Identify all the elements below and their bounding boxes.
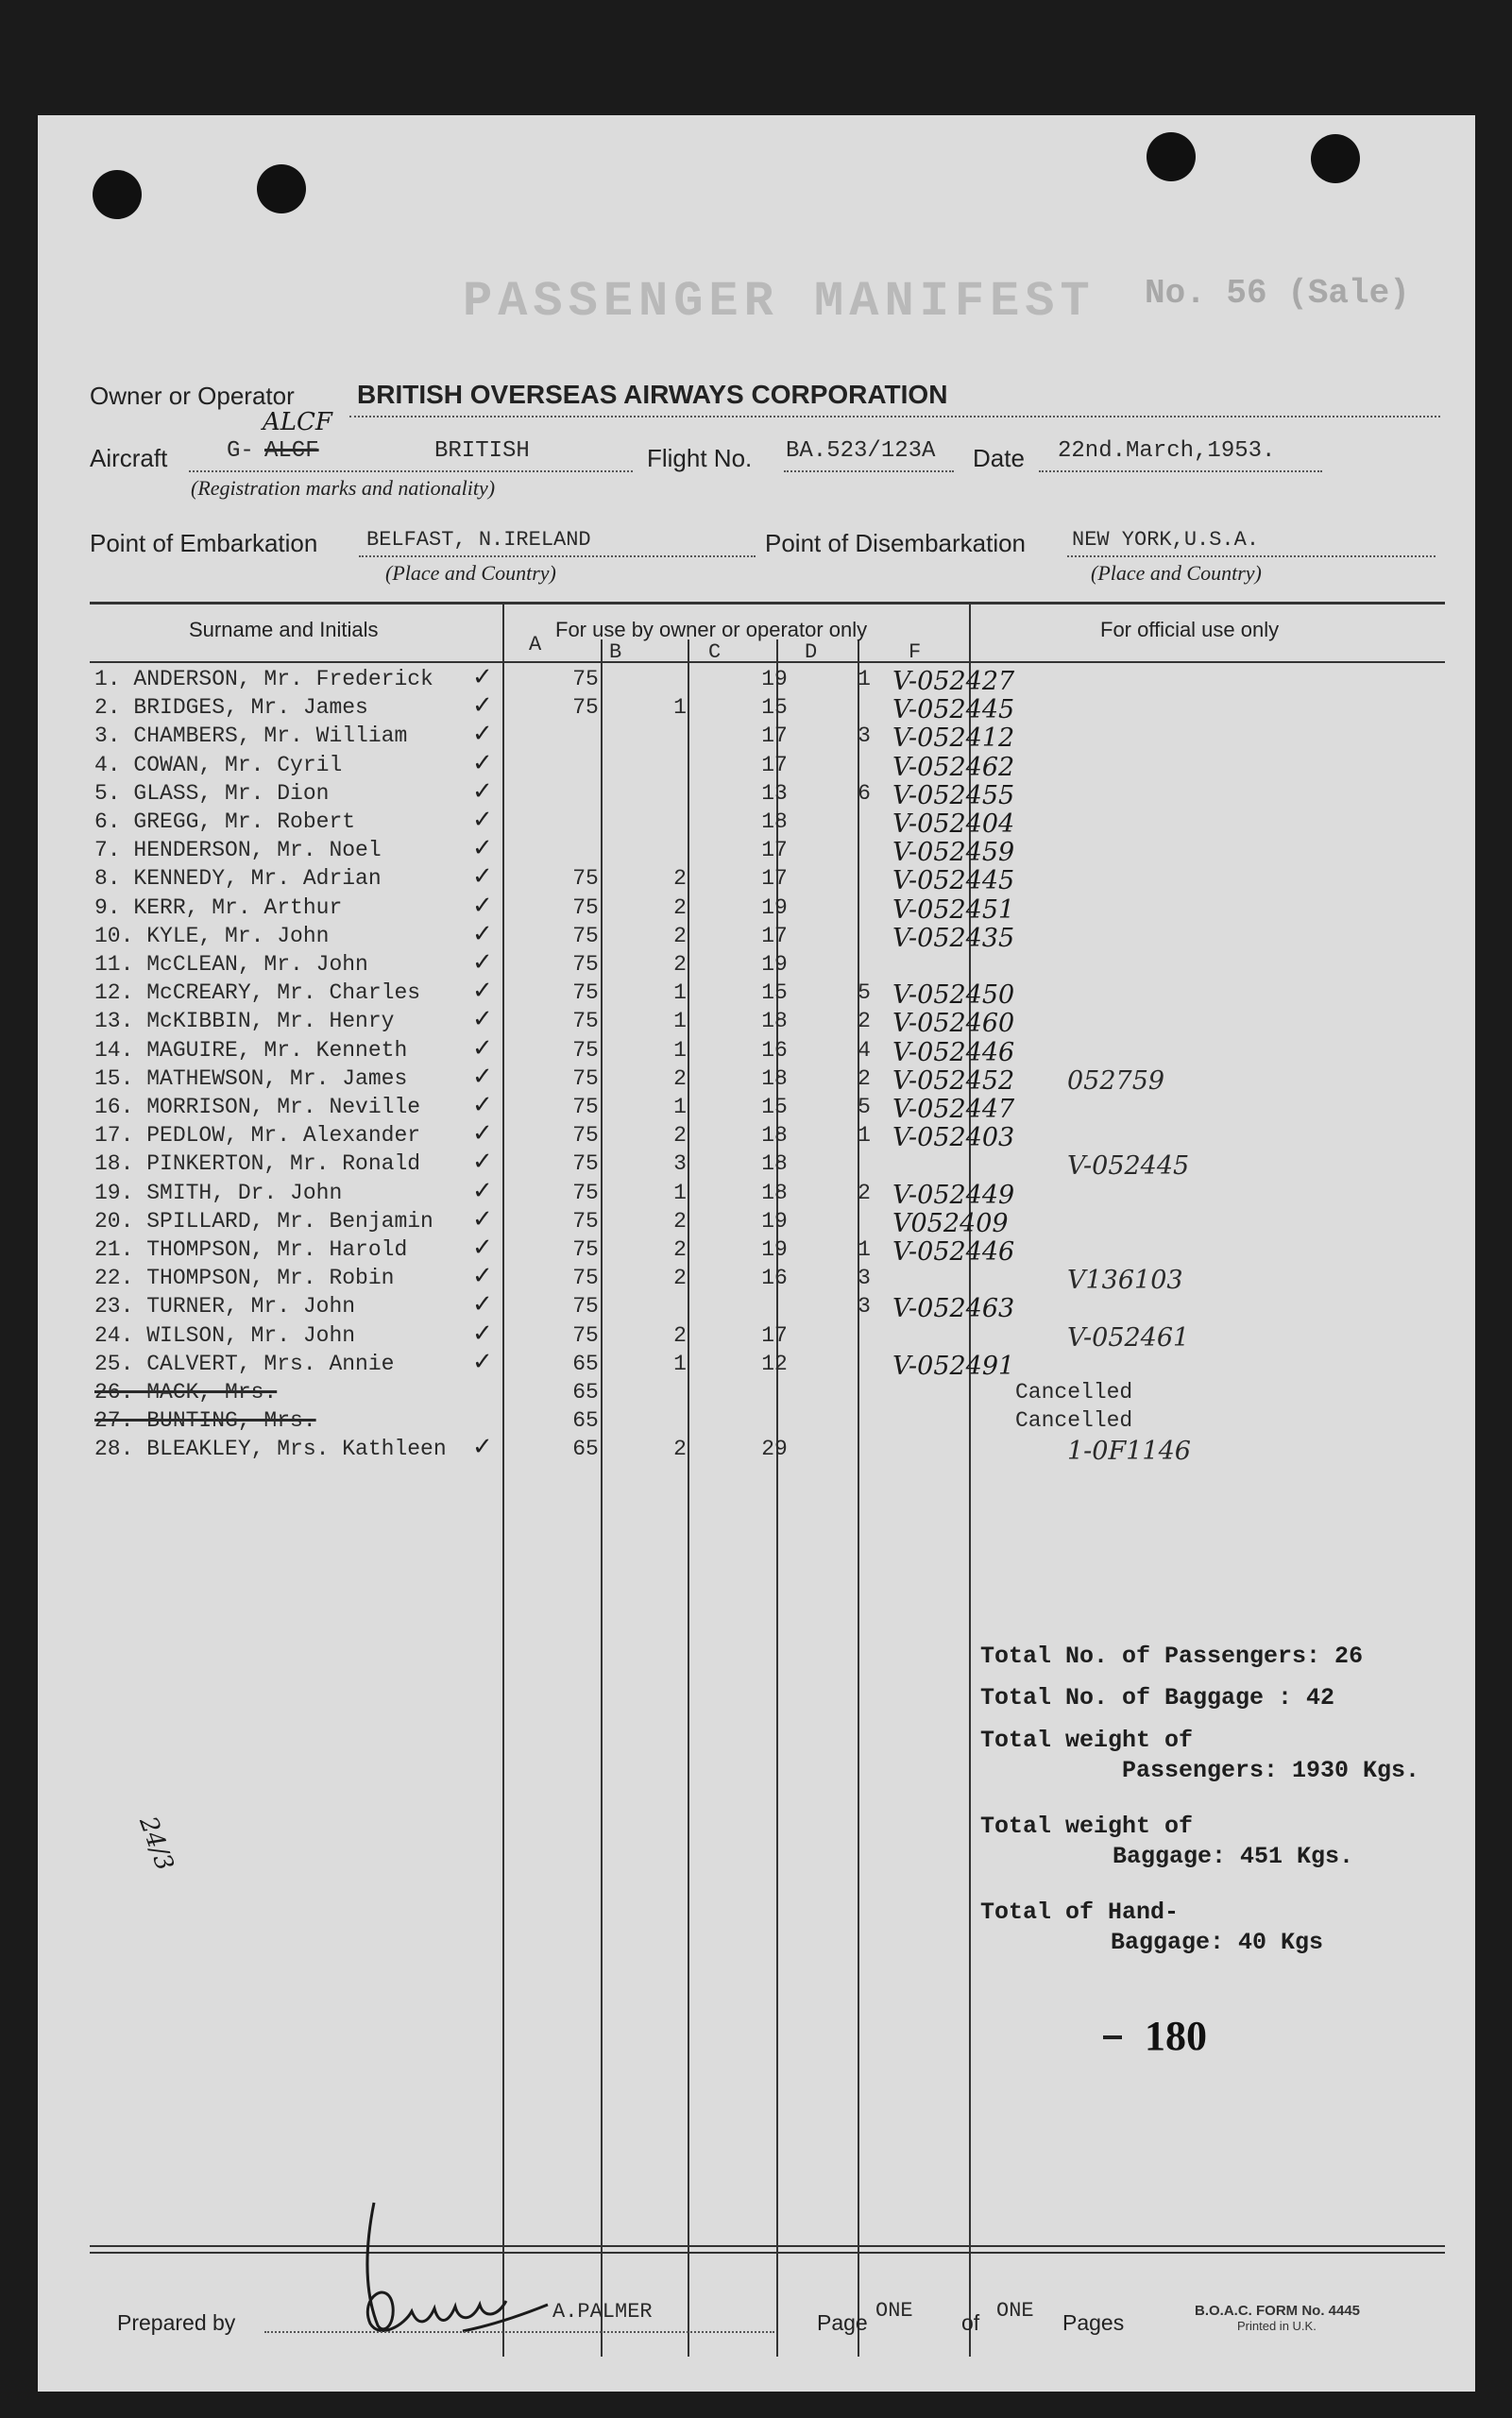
cell-b: 2	[673, 1065, 687, 1091]
cell-a: 75	[572, 1294, 599, 1320]
check-mark-icon: ✓	[472, 948, 493, 977]
cell-a: 75	[572, 695, 599, 721]
page-label: Page	[817, 2310, 868, 2335]
margin-note: 24/3	[133, 1813, 179, 1875]
passenger-name: 14. MAGUIRE, Mr. Kenneth	[94, 1037, 408, 1063]
cell-b: 1	[673, 1180, 687, 1205]
cell-b: 1	[673, 1037, 687, 1063]
cell-d: 2	[858, 1009, 871, 1034]
cell-a: 75	[572, 923, 599, 948]
cell-b: 2	[673, 1437, 687, 1462]
cell-a: 65	[572, 1408, 599, 1434]
cell-d: 2	[858, 1180, 871, 1205]
form-title: PASSENGER MANIFEST	[463, 274, 1096, 330]
check-mark-icon: ✓	[472, 1347, 493, 1376]
cell-d: 5	[858, 980, 871, 1006]
owner-label: Owner or Operator	[90, 382, 295, 410]
table-top-rule	[90, 602, 1445, 604]
table-row	[94, 720, 1511, 754]
punch-hole	[1311, 134, 1360, 183]
table-row	[94, 1380, 1511, 1408]
passenger-name: 5. GLASS, Mr. Dion	[94, 780, 330, 806]
cell-a: 75	[572, 1237, 599, 1262]
cell-b: 1	[673, 1351, 687, 1376]
check-mark-icon: ✓	[472, 1319, 493, 1348]
check-mark-icon: ✓	[472, 834, 493, 863]
cell-ticket-number: V-052455	[892, 780, 1015, 810]
cell-b: 1	[673, 1095, 687, 1119]
cell-d: 5	[858, 1095, 871, 1119]
cell-ticket-number: V-052491	[892, 1351, 1015, 1381]
table-row	[94, 748, 1511, 782]
col-header-d: D	[805, 640, 818, 664]
printed-in: Printed in U.K.	[1237, 2319, 1317, 2333]
col-header-owner: For use by owner or operator only	[555, 618, 868, 641]
form-number: B.O.A.C. FORM No. 4445	[1195, 2303, 1361, 2319]
cell-a: 75	[572, 667, 599, 691]
cell-a: 65	[572, 1380, 599, 1405]
cell-official: 052759	[1067, 1065, 1165, 1096]
cell-b: 2	[673, 923, 687, 948]
cell-c: 15	[761, 980, 788, 1006]
table-row	[94, 1091, 1511, 1124]
cell-ticket-number: V-052403	[892, 1123, 1015, 1153]
cell-official: V-052445	[1067, 1151, 1190, 1182]
cell-official: V136103	[1067, 1266, 1183, 1296]
table-row	[94, 1234, 1511, 1267]
check-mark-icon: ✓	[472, 1033, 493, 1063]
cell-c: 17	[761, 838, 788, 863]
table-row	[94, 1119, 1511, 1153]
manifest-sheet	[38, 115, 1475, 2392]
table-row	[94, 1319, 1511, 1353]
passenger-name: 4. COWAN, Mr. Cyril	[94, 752, 343, 777]
check-mark-icon: ✓	[472, 776, 493, 806]
cell-ticket-number: V-052450	[892, 980, 1015, 1011]
table-row	[94, 1033, 1511, 1067]
page-value: ONE	[875, 2299, 913, 2323]
table-row	[94, 691, 1511, 725]
cell-c: 17	[761, 724, 788, 749]
punch-hole	[1147, 132, 1196, 181]
col-header-surname: Surname and Initials	[189, 618, 379, 641]
table-row	[94, 1176, 1511, 1210]
passenger-name: 7. HENDERSON, Mr. Noel	[94, 838, 382, 863]
table-row	[94, 977, 1511, 1011]
cell-ticket-number: V-052451	[892, 894, 1015, 925]
embarkation-value: BELFAST, N.IRELAND	[366, 528, 591, 552]
cell-b: 1	[673, 1009, 687, 1034]
cell-a: 65	[572, 1351, 599, 1376]
check-mark-icon: ✓	[472, 1234, 493, 1262]
cell-d: 3	[858, 1266, 871, 1291]
cell-c: 19	[761, 667, 788, 691]
table-row	[94, 776, 1511, 810]
passenger-name: 28. BLEAKLEY, Mrs. Kathleen	[94, 1437, 447, 1462]
cell-ticket-number: V-052412	[892, 724, 1015, 754]
col-header-b: B	[609, 640, 622, 664]
cell-d: 1	[858, 1237, 871, 1262]
table-row	[94, 663, 1511, 696]
cell-b: 2	[673, 1208, 687, 1234]
aircraft-label: Aircraft	[90, 444, 168, 472]
cell-a: 65	[572, 1437, 599, 1462]
cell-c: 19	[761, 1237, 788, 1262]
cell-b: 2	[673, 1237, 687, 1262]
date-value: 22nd.March,1953.	[1058, 438, 1276, 464]
check-mark-icon: ✓	[472, 1091, 493, 1119]
cell-c: 18	[761, 1123, 788, 1149]
cell-official: Cancelled	[1015, 1408, 1133, 1434]
cell-d: 3	[858, 1294, 871, 1320]
passenger-name: 20. SPILLARD, Mr. Benjamin	[94, 1208, 433, 1234]
table-row	[94, 1062, 1511, 1096]
passenger-name: 24. WILSON, Mr. John	[94, 1322, 356, 1348]
cell-c: 19	[761, 952, 788, 977]
cell-c: 17	[761, 752, 788, 777]
check-mark-icon: ✓	[472, 891, 493, 920]
check-mark-icon: ✓	[472, 1062, 493, 1091]
cell-c: 18	[761, 809, 788, 834]
table-row	[94, 1290, 1511, 1324]
check-mark-icon: ✓	[472, 919, 493, 948]
passenger-name: 16. MORRISON, Mr. Neville	[94, 1095, 421, 1119]
manifest-number: No. 56 (Sale)	[1145, 274, 1410, 313]
cell-b: 3	[673, 1151, 687, 1177]
passenger-name: 11. McCLEAN, Mr. John	[94, 952, 368, 977]
passenger-name: 23. TURNER, Mr. John	[94, 1294, 356, 1320]
cell-c: 19	[761, 894, 788, 920]
cell-a: 75	[572, 1065, 599, 1091]
col-header-official: For official use only	[1100, 618, 1280, 641]
cell-b: 2	[673, 894, 687, 920]
table-row	[94, 1204, 1511, 1238]
cell-ticket-number: V-052462	[892, 752, 1015, 782]
check-mark-icon: ✓	[472, 862, 493, 892]
table-row	[94, 834, 1511, 868]
check-mark-icon: ✓	[472, 663, 493, 691]
cell-c: 13	[761, 780, 788, 806]
of-label: of	[961, 2310, 980, 2335]
col-header-c: C	[708, 640, 722, 664]
total-weight-baggage: Baggage: 451 Kgs.	[1113, 1843, 1354, 1870]
cell-official: 1-0F1146	[1067, 1437, 1191, 1467]
check-mark-icon: ✓	[472, 1290, 493, 1320]
cell-c: 18	[761, 1065, 788, 1091]
date-label: Date	[973, 444, 1025, 472]
of-value: ONE	[996, 2299, 1034, 2323]
cell-ticket-number: V-052446	[892, 1237, 1015, 1267]
check-mark-icon: ✓	[472, 1119, 493, 1149]
passenger-name: 13. McKIBBIN, Mr. Henry	[94, 1009, 395, 1034]
aircraft-reg-prefix: G-	[227, 438, 254, 464]
passenger-name: 21. THOMPSON, Mr. Harold	[94, 1237, 408, 1262]
cell-a: 75	[572, 1208, 599, 1234]
page-stamp-number: 180	[1145, 2013, 1207, 2059]
total-baggage: Total No. of Baggage : 42	[980, 1684, 1335, 1711]
total-hand-baggage-label: Total of Hand-	[980, 1899, 1180, 1926]
cell-ticket-number: V-052446	[892, 1037, 1015, 1067]
cell-a: 75	[572, 1037, 599, 1063]
prepared-by-label: Prepared by	[117, 2310, 236, 2335]
cell-ticket-number: V-052463	[892, 1294, 1015, 1324]
cell-c: 12	[761, 1351, 788, 1376]
cell-ticket-number: V-052449	[892, 1180, 1015, 1210]
cell-c: 16	[761, 1037, 788, 1063]
cell-b: 2	[673, 866, 687, 892]
cell-b: 2	[673, 1322, 687, 1348]
cell-b: 1	[673, 980, 687, 1006]
table-row	[94, 1148, 1511, 1182]
punch-hole	[93, 170, 142, 219]
check-mark-icon: ✓	[472, 748, 493, 777]
cell-official: Cancelled	[1015, 1380, 1133, 1405]
total-weight-passengers: Passengers: 1930 Kgs.	[1122, 1757, 1420, 1784]
table-row	[94, 948, 1511, 980]
pages-label: Pages	[1062, 2310, 1125, 2335]
cell-ticket-number: V-052445	[892, 866, 1015, 896]
check-mark-icon: ✓	[472, 1176, 493, 1205]
cell-b: 2	[673, 1266, 687, 1291]
passenger-name: 22. THOMPSON, Mr. Robin	[94, 1266, 395, 1291]
signature	[321, 2184, 567, 2354]
prepared-by-name: A.PALMER	[552, 2300, 653, 2324]
cell-ticket-number: V-052427	[892, 667, 1015, 696]
passenger-name: 19. SMITH, Dr. John	[94, 1180, 343, 1205]
passenger-name: 27. BUNTING, Mrs.	[94, 1408, 316, 1434]
flight-number: BA.523/123A	[786, 438, 936, 464]
aircraft-sublabel: (Registration marks and nationality)	[191, 476, 496, 500]
table-row	[94, 862, 1511, 896]
cell-ticket-number: V-052445	[892, 695, 1015, 725]
passenger-name: 12. McCREARY, Mr. Charles	[94, 980, 421, 1006]
cell-ticket-number: V-052460	[892, 1009, 1015, 1039]
col-header-a: A	[529, 633, 542, 656]
cell-d: 1	[858, 667, 871, 691]
cell-a: 75	[572, 952, 599, 977]
aircraft-reg-handwritten: ALCF	[263, 408, 332, 436]
cell-c: 16	[761, 1266, 788, 1291]
cell-a: 75	[572, 1151, 599, 1177]
embarkation-sublabel: (Place and Country)	[385, 561, 556, 585]
cell-c: 19	[761, 1208, 788, 1234]
cell-a: 75	[572, 866, 599, 892]
aircraft-reg-struck: ALCF	[264, 438, 319, 464]
table-row	[94, 1408, 1511, 1437]
passenger-name: 18. PINKERTON, Mr. Ronald	[94, 1151, 421, 1177]
cell-a: 75	[572, 1180, 599, 1205]
embarkation-label: Point of Embarkation	[90, 529, 318, 557]
cell-c: 18	[761, 1151, 788, 1177]
cell-official: V-052461	[1067, 1322, 1190, 1353]
cell-c: 29	[761, 1437, 788, 1462]
check-mark-icon: ✓	[472, 1262, 493, 1291]
table-row	[94, 919, 1511, 953]
cell-b: 2	[673, 1123, 687, 1149]
passenger-name: 26. MACK, Mrs.	[94, 1380, 278, 1405]
cell-b: 1	[673, 695, 687, 721]
footer-rule	[90, 2245, 1445, 2247]
col-header-f: F	[909, 640, 922, 664]
check-mark-icon: ✓	[472, 806, 493, 834]
cell-c: 17	[761, 866, 788, 892]
cell-ticket-number: V-052435	[892, 923, 1015, 953]
passenger-name: 17. PEDLOW, Mr. Alexander	[94, 1123, 421, 1149]
table-row	[94, 1005, 1511, 1039]
cell-c: 15	[761, 695, 788, 721]
cell-a: 75	[572, 894, 599, 920]
cell-c: 18	[761, 1009, 788, 1034]
total-passengers: Total No. of Passengers: 26	[980, 1643, 1364, 1670]
cell-b: 2	[673, 952, 687, 977]
cell-ticket-number: V-052447	[892, 1095, 1015, 1124]
table-row	[94, 1347, 1511, 1381]
passenger-name: 15. MATHEWSON, Mr. James	[94, 1065, 408, 1091]
cell-d: 1	[858, 1123, 871, 1149]
cell-a: 75	[572, 980, 599, 1006]
cell-c: 17	[761, 1322, 788, 1348]
punch-hole	[257, 164, 306, 213]
cell-a: 75	[572, 1266, 599, 1291]
check-mark-icon: ✓	[472, 1433, 493, 1462]
cell-ticket-number: V-052452	[892, 1065, 1015, 1096]
check-mark-icon: ✓	[472, 977, 493, 1006]
footer-rule	[90, 2252, 1445, 2254]
disembarkation-value: NEW YORK,U.S.A.	[1072, 528, 1260, 552]
total-weight-baggage-label: Total weight of	[980, 1813, 1194, 1840]
passenger-name: 9. KERR, Mr. Arthur	[94, 894, 343, 920]
cell-ticket-number: V-052459	[892, 838, 1015, 868]
cell-ticket-number: V-052404	[892, 809, 1015, 839]
cell-d: 2	[858, 1065, 871, 1091]
check-mark-icon: ✓	[472, 720, 493, 749]
check-mark-icon: ✓	[472, 1204, 493, 1234]
table-row	[94, 891, 1511, 925]
table-header-rule	[90, 661, 1445, 663]
aircraft-nationality: BRITISH	[434, 438, 530, 464]
disembarkation-sublabel: (Place and Country)	[1091, 561, 1262, 585]
cell-c: 15	[761, 1095, 788, 1119]
passenger-name: 2. BRIDGES, Mr. James	[94, 695, 368, 721]
cell-d: 6	[858, 780, 871, 806]
table-row	[94, 1433, 1511, 1467]
flight-label: Flight No.	[647, 444, 753, 472]
total-weight-passengers-label: Total weight of	[980, 1727, 1194, 1754]
total-hand-baggage: Baggage: 40 Kgs	[1111, 1929, 1324, 1956]
cell-a: 75	[572, 1322, 599, 1348]
cell-c: 18	[761, 1180, 788, 1205]
owner-value: BRITISH OVERSEAS AIRWAYS CORPORATION	[357, 380, 948, 409]
table-row	[94, 1262, 1511, 1296]
cell-d: 4	[858, 1037, 871, 1063]
passenger-name: 6. GREGG, Mr. Robert	[94, 809, 356, 834]
passenger-name: 25. CALVERT, Mrs. Annie	[94, 1351, 395, 1376]
cell-a: 75	[572, 1009, 599, 1034]
check-mark-icon: ✓	[472, 1148, 493, 1177]
table-row	[94, 806, 1511, 839]
cell-a: 75	[572, 1095, 599, 1119]
check-mark-icon: ✓	[472, 1005, 493, 1034]
cell-a: 75	[572, 1123, 599, 1149]
disembarkation-label: Point of Disembarkation	[765, 529, 1027, 557]
cell-d: 3	[858, 724, 871, 749]
passenger-name: 8. KENNEDY, Mr. Adrian	[94, 866, 382, 892]
cell-c: 17	[761, 923, 788, 948]
passenger-name: 1. ANDERSON, Mr. Frederick	[94, 667, 433, 691]
passenger-name: 10. KYLE, Mr. John	[94, 923, 330, 948]
passenger-name: 3. CHAMBERS, Mr. William	[94, 724, 408, 749]
check-mark-icon: ✓	[472, 691, 493, 721]
cell-ticket-number: V052409	[892, 1208, 1009, 1238]
